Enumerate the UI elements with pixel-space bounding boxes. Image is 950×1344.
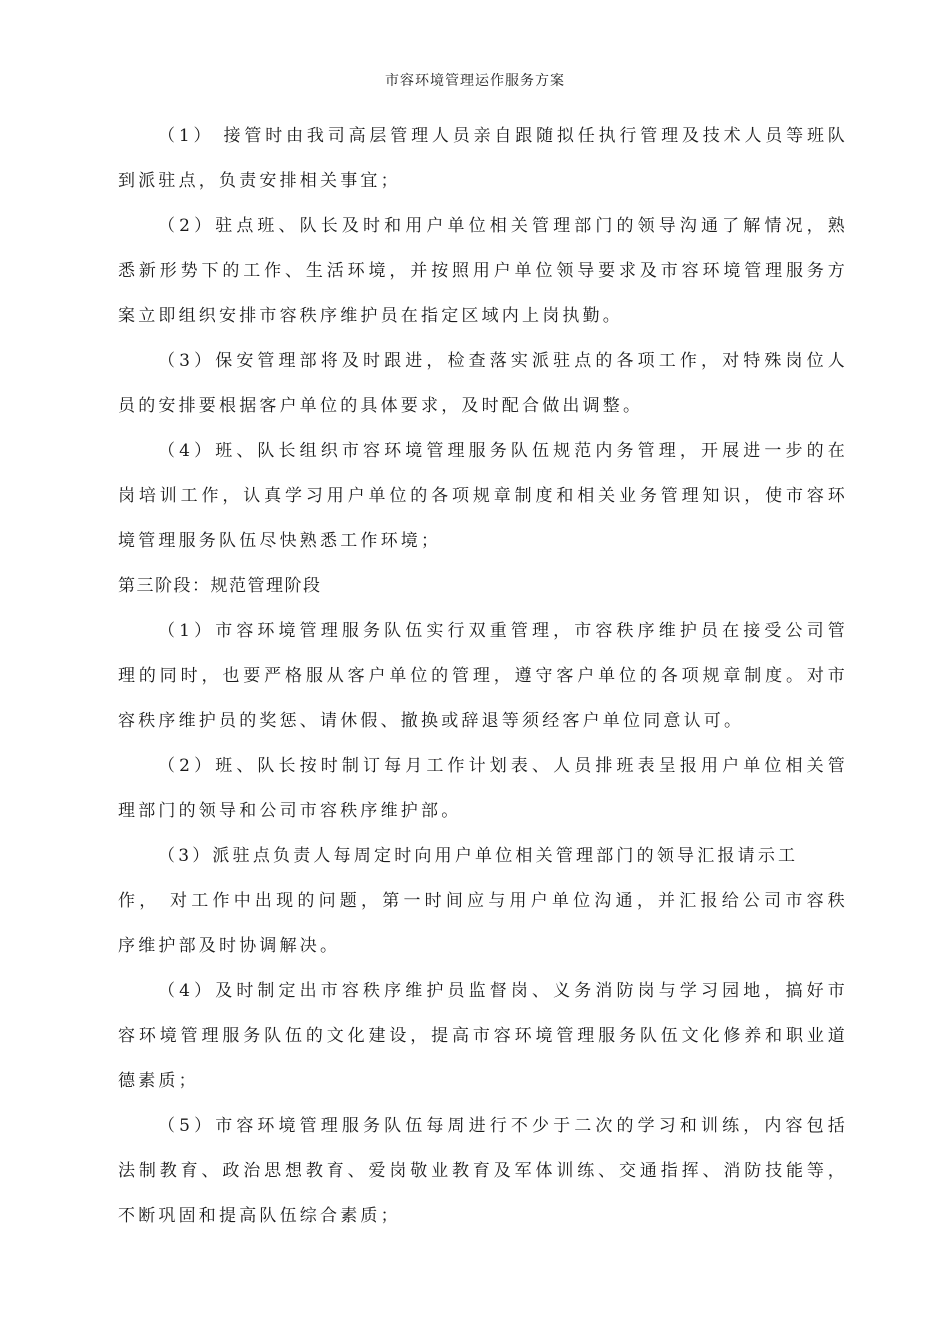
text-line: 境管理服务队伍尽快熟悉工作环境；: [118, 531, 442, 551]
text-line: 岗培训工作，认真学习用户单位的各项规章制度和相关业务管理知识，使市容环: [118, 486, 848, 506]
text-line: （3）派驻点负责人每周定时向用户单位相关管理部门的领导汇报请示工: [158, 846, 799, 866]
text-line: 员的安排要根据客户单位的具体要求，及时配合做出调整。: [118, 396, 644, 416]
text-line: 理的同时，也要严格服从客户单位的管理，遵守客户单位的各项规章制度。对市: [118, 666, 848, 686]
text-line: （1） 接管时由我司高层管理人员亲自跟随拟任执行管理及技术人员等班队: [158, 126, 848, 146]
text-line: （2）驻点班、队长及时和用户单位相关管理部门的领导沟通了解情况，熟: [158, 216, 848, 236]
text-line: 容环境管理服务队伍的文化建设，提高市容环境管理服务队伍文化修养和职业道: [118, 1026, 848, 1046]
text-line: （2）班、队长按时制订每月工作计划表、人员排班表呈报用户单位相关管: [158, 756, 848, 776]
section-heading: 第三阶段：规范管理阶段: [118, 576, 322, 596]
text-line: 法制教育、政治思想教育、爱岗敬业教育及军体训练、交通指挥、消防技能等，: [118, 1161, 848, 1181]
text-line: 序维护部及时协调解决。: [118, 936, 341, 956]
text-line: （3）保安管理部将及时跟进，检查落实派驻点的各项工作，对特殊岗位人: [158, 351, 848, 371]
text-line: 作， 对工作中出现的问题，第一时间应与用户单位沟通，并汇报给公司市容秩: [118, 891, 848, 911]
text-line: （4）及时制定出市容秩序维护员监督岗、义务消防岗与学习园地，搞好市: [158, 981, 848, 1001]
text-line: 悉新形势下的工作、生活环境，并按照用户单位领导要求及市容环境管理服务方: [118, 261, 848, 281]
page-header: 市容环境管理运作服务方案: [385, 73, 565, 89]
text-line: （5）市容环境管理服务队伍每周进行不少于二次的学习和训练，内容包括: [158, 1116, 848, 1136]
text-line: 德素质；: [118, 1071, 199, 1091]
text-line: 不断巩固和提高队伍综合素质；: [118, 1206, 401, 1226]
text-line: （1）市容环境管理服务队伍实行双重管理，市容秩序维护员在接受公司管: [158, 621, 848, 641]
text-line: （4）班、队长组织市容环境管理服务队伍规范内务管理，开展进一步的在: [158, 441, 848, 461]
text-line: 理部门的领导和公司市容秩序维护部。: [118, 801, 462, 821]
text-line: 到派驻点，负责安排相关事宜；: [118, 171, 401, 191]
text-line: 案立即组织安排市容秩序维护员在指定区域内上岗执勤。: [118, 306, 623, 326]
text-line: 容秩序维护员的奖惩、请休假、撤换或辞退等须经客户单位同意认可。: [118, 711, 745, 731]
